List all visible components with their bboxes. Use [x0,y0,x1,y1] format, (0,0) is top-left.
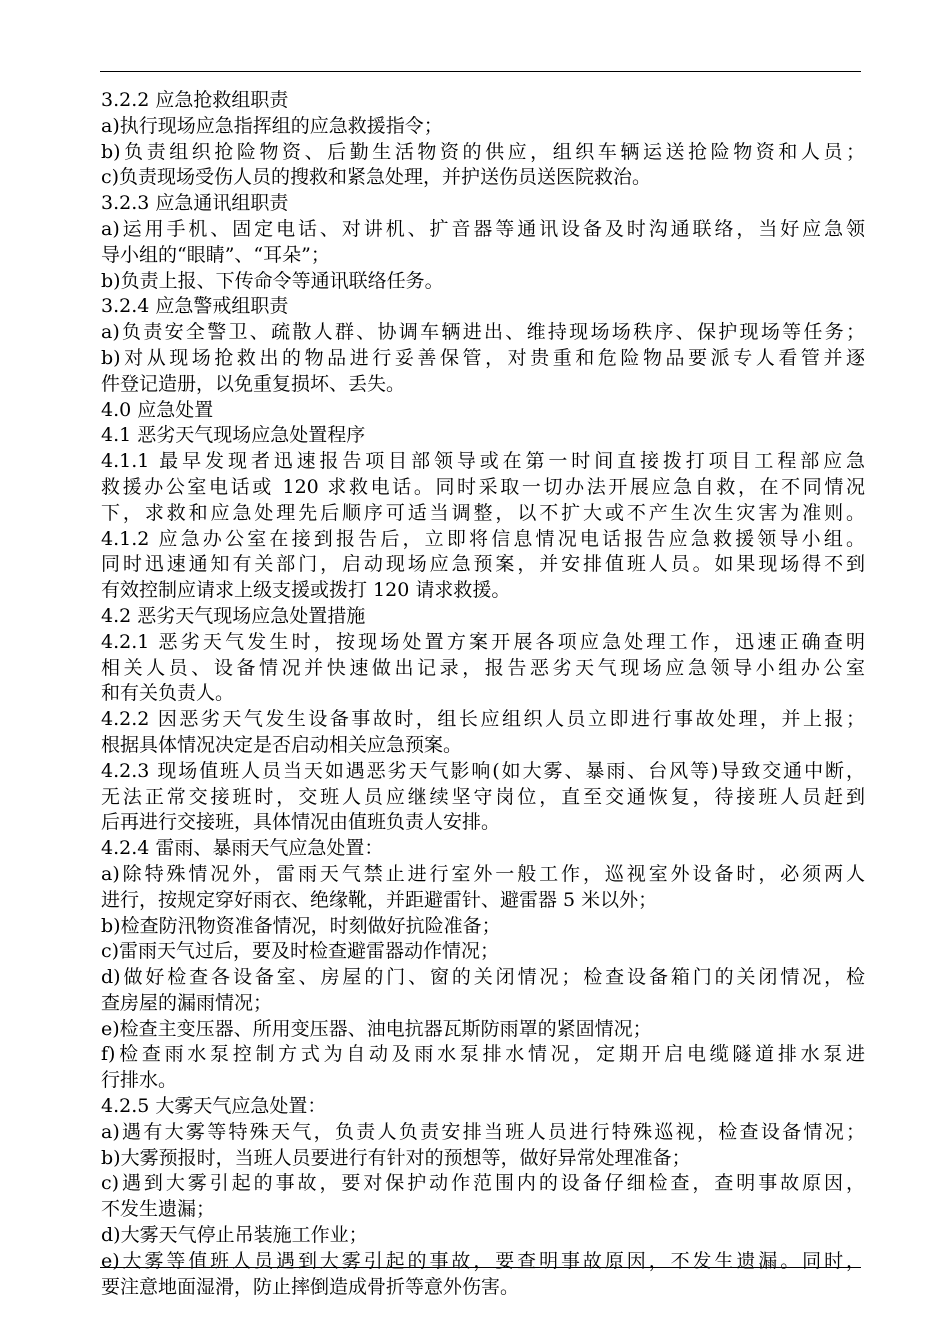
text-line: 4.2.5 大雾天气应急处置： [101,1095,327,1118]
text-line: 行排水。 [101,1069,178,1092]
text-line: f)检查雨水泵控制方式为自动及雨水泵排水情况，定期开启电缆隧道排水泵进 [101,1043,865,1066]
text-line: a)执行现场应急指挥组的应急救援指令； [101,114,443,137]
text-line: c)雷雨天气过后，要及时检查避雷器动作情况； [101,940,500,963]
text-line: 要注意地面湿滑，防止摔倒造成骨折等意外伤害。 [101,1275,520,1298]
text-line: 同时迅速通知有关部门，启动现场应急预案，并安排值班人员。如果现场得不到 [101,553,865,576]
text-line: b)对从现场抢救出的物品进行妥善保管，对贵重和危险物品要派专人看管并逐 [101,346,865,369]
text-line: 4.2.4 雷雨、暴雨天气应急处置： [101,837,384,860]
header-rule [100,71,861,72]
text-line: e)大雾等值班人员遇到大雾引起的事故，要查明事故原因，不发生遗漏。同时， [101,1249,865,1272]
text-line: d)大雾天气停止吊装施工作业； [101,1224,368,1247]
text-line: 根据具体情况决定是否启动相关应急预案。 [101,733,463,756]
footer-rule [100,1267,861,1268]
text-line: 3.2.4 应急警戒组职责 [101,295,289,318]
text-line: 相关人员、设备情况并快速做出记录，报告恶劣天气现场应急领导小组办公室 [101,656,865,679]
text-line: b)检查防汛物资准备情况，时刻做好抗险准备； [101,914,501,937]
text-line: c)遇到大雾引起的事故，要对保护动作范围内的设备仔细检查，查明事故原因， [101,1172,865,1195]
text-line: a)遇有大雾等特殊天气，负责人负责安排当班人员进行特殊巡视，检查设备情况； [101,1120,865,1143]
text-line: 导小组的“眼睛”、“耳朵”； [101,243,330,266]
text-line: 件登记造册，以免重复损坏、丢失。 [101,372,406,395]
text-line: 4.2.1 恶劣天气发生时，按现场处置方案开展各项应急处理工作，迅速正确查明 [101,630,865,653]
text-line: a)除特殊情况外，雷雨天气禁止进行室外一般工作，巡视室外设备时，必须两人 [101,862,865,885]
text-line: 4.2 恶劣天气现场应急处置措施 [101,604,366,627]
text-line: b)大雾预报时，当班人员要进行有针对的预想等，做好异常处理准备； [101,1146,691,1169]
text-line: 4.2.2 因恶劣天气发生设备事故时，组长应组织人员立即进行事故处理，并上报； [101,708,865,731]
text-line: 和有关负责人。 [101,682,235,705]
text-line: b)负责组织抢险物资、后勤生活物资的供应，组织车辆运送抢险物资和人员； [101,140,865,163]
text-line: 4.1.1 最早发现者迅速报告项目部领导或在第一时间直接拨打项目工程部应急 [101,450,865,473]
text-line: 有效控制应请求上级支援或拨打 120 请求救援。 [101,579,511,602]
text-line: 查房屋的漏雨情况； [101,991,273,1014]
text-line: 4.1 恶劣天气现场应急处置程序 [101,424,366,447]
text-line: 下，求救和应急处理先后顺序可适当调整，以不扩大或不产生次生灾害为准则。 [101,501,865,524]
text-line: d)做好检查各设备室、房屋的门、窗的关闭情况；检查设备箱门的关闭情况，检 [101,966,865,989]
text-line: 不发生遗漏； [101,1198,216,1221]
text-line: b)负责上报、下传命令等通讯联络任务。 [101,269,444,292]
text-line: 4.0 应急处置 [101,398,214,421]
text-line: 3.2.3 应急通讯组职责 [101,192,289,215]
text-line: a)运用手机、固定电话、对讲机、扩音器等通讯设备及时沟通联络，当好应急领 [101,217,865,240]
text-line: 后再进行交接班，具体情况由值班负责人安排。 [101,811,501,834]
text-line: 无法正常交接班时，交班人员应继续坚守岗位，直至交通恢复，待接班人员赶到 [101,785,865,808]
text-line: c)负责现场受伤人员的搜救和紧急处理，并护送伤员送医院救治。 [101,166,652,189]
text-line: 进行，按规定穿好雨衣、绝缘靴，并距避雷针、避雷器 5 米以外； [101,888,658,911]
text-line: 3.2.2 应急抢救组职责 [101,89,289,111]
text-line: a)负责安全警卫、疏散人群、协调车辆进出、维持现场场秩序、保护现场等任务； [101,321,865,344]
text-line: 救援办公室电话或 120 求救电话。同时采取一切办法开展应急自救，在不同情况 [101,475,865,498]
text-line: 4.1.2 应急办公室在接到报告后，立即将信息情况电话报告应急救援领导小组。 [101,527,865,550]
text-line: 4.2.3 现场值班人员当天如遇恶劣天气影响(如大雾、暴雨、台风等)导致交通中断， [101,759,865,782]
document-body [101,88,865,1300]
text-line: e)检查主变压器、所用变压器、油电抗器瓦斯防雨罩的紧固情况； [101,1017,652,1040]
